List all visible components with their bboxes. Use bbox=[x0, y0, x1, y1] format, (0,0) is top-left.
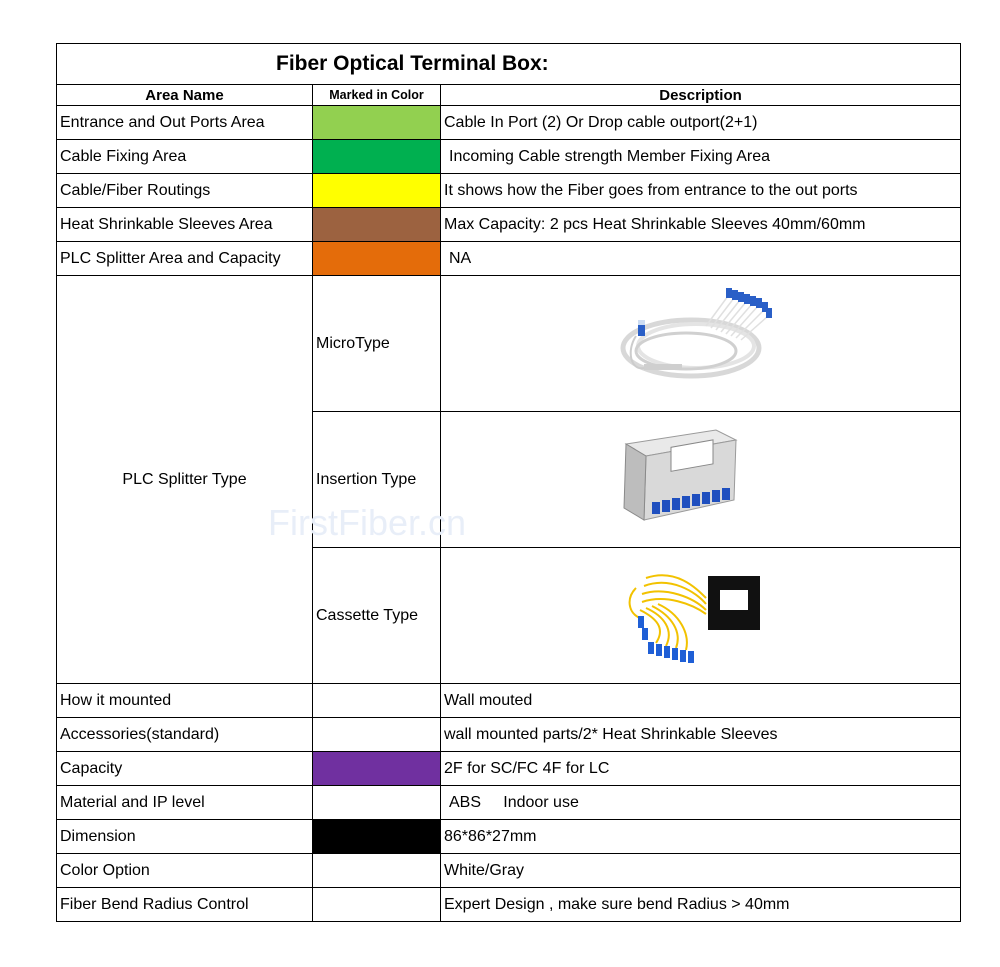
color-cell bbox=[313, 174, 441, 208]
table-row bbox=[57, 752, 961, 786]
splitter-image-cell bbox=[441, 276, 961, 412]
table-row bbox=[57, 820, 961, 854]
table-row bbox=[57, 174, 961, 208]
table-row bbox=[57, 888, 961, 922]
row-name: How it mounted bbox=[57, 684, 313, 718]
table-row bbox=[57, 140, 961, 174]
color-swatch bbox=[313, 140, 440, 173]
insertion-splitter-photo bbox=[616, 422, 786, 532]
row-description: NA bbox=[441, 242, 961, 276]
color-cell bbox=[313, 718, 441, 752]
plc-splitter-type-label: PLC Splitter Type bbox=[57, 276, 313, 684]
table-row bbox=[57, 786, 961, 820]
table-row bbox=[57, 242, 961, 276]
splitter-image-cell bbox=[441, 548, 961, 684]
header-description: Description bbox=[441, 85, 961, 106]
color-swatch bbox=[313, 752, 440, 785]
row-name: Accessories(standard) bbox=[57, 718, 313, 752]
header-area-name: Area Name bbox=[57, 85, 313, 106]
color-swatch bbox=[313, 820, 440, 853]
color-cell bbox=[313, 854, 441, 888]
watermark: FirstFiber.cn bbox=[268, 502, 467, 543]
row-description: Cable In Port (2) Or Drop cable outport(2+1) bbox=[441, 106, 961, 140]
micro-splitter-photo bbox=[616, 286, 786, 396]
row-description: 2F for SC/FC 4F for LC bbox=[441, 752, 961, 786]
row-name: Color Option bbox=[57, 854, 313, 888]
color-swatch bbox=[313, 786, 440, 819]
table-row bbox=[57, 718, 961, 752]
row-name: Heat Shrinkable Sleeves Area bbox=[57, 208, 313, 242]
color-swatch bbox=[313, 174, 440, 207]
spec-table bbox=[56, 43, 961, 922]
splitter-type-name: Insertion Type bbox=[313, 412, 441, 548]
table-row bbox=[57, 854, 961, 888]
color-cell bbox=[313, 208, 441, 242]
color-swatch bbox=[313, 208, 440, 241]
color-swatch bbox=[313, 718, 440, 751]
row-description: Expert Design , make sure bend Radius > 40mm bbox=[441, 888, 961, 922]
row-name: Cable/Fiber Routings bbox=[57, 174, 313, 208]
row-description: It shows how the Fiber goes from entrance to the out ports bbox=[441, 174, 961, 208]
color-cell bbox=[313, 752, 441, 786]
table-title-cell bbox=[57, 44, 961, 85]
splitter-image-cell bbox=[441, 412, 961, 548]
color-cell bbox=[313, 106, 441, 140]
row-description: wall mounted parts/2* Heat Shrinkable Sleeves bbox=[441, 718, 961, 752]
color-cell bbox=[313, 820, 441, 854]
color-cell bbox=[313, 140, 441, 174]
color-cell bbox=[313, 242, 441, 276]
splitter-type-name: Cassette Type bbox=[313, 548, 441, 684]
color-swatch bbox=[313, 242, 440, 275]
row-name: Entrance and Out Ports Area bbox=[57, 106, 313, 140]
row-name: Capacity bbox=[57, 752, 313, 786]
row-description: Incoming Cable strength Member Fixing Area bbox=[441, 140, 961, 174]
header-marked-color: Marked in Color bbox=[313, 85, 441, 106]
row-description: ABS Indoor use bbox=[441, 786, 961, 820]
row-description: 86*86*27mm bbox=[441, 820, 961, 854]
table-row bbox=[57, 208, 961, 242]
color-cell bbox=[313, 786, 441, 820]
row-description: Wall mouted bbox=[441, 684, 961, 718]
table-row bbox=[57, 106, 961, 140]
table-row bbox=[57, 276, 961, 412]
splitter-type-name: MicroType bbox=[313, 276, 441, 412]
color-swatch bbox=[313, 684, 440, 717]
table-row bbox=[57, 684, 961, 718]
row-description: Max Capacity: 2 pcs Heat Shrinkable Sleeves 40mm/60mm bbox=[441, 208, 961, 242]
row-name: Material and IP level bbox=[57, 786, 313, 820]
row-name: PLC Splitter Area and Capacity bbox=[57, 242, 313, 276]
color-swatch bbox=[313, 888, 440, 921]
row-name: Cable Fixing Area bbox=[57, 140, 313, 174]
color-cell bbox=[313, 888, 441, 922]
row-name: Dimension bbox=[57, 820, 313, 854]
cassette-splitter-photo bbox=[616, 558, 786, 668]
row-name: Fiber Bend Radius Control bbox=[57, 888, 313, 922]
color-swatch bbox=[313, 854, 440, 887]
table-title: Fiber Optical Terminal Box: bbox=[276, 52, 549, 75]
row-description: White/Gray bbox=[441, 854, 961, 888]
color-cell bbox=[313, 684, 441, 718]
color-swatch bbox=[313, 106, 440, 139]
